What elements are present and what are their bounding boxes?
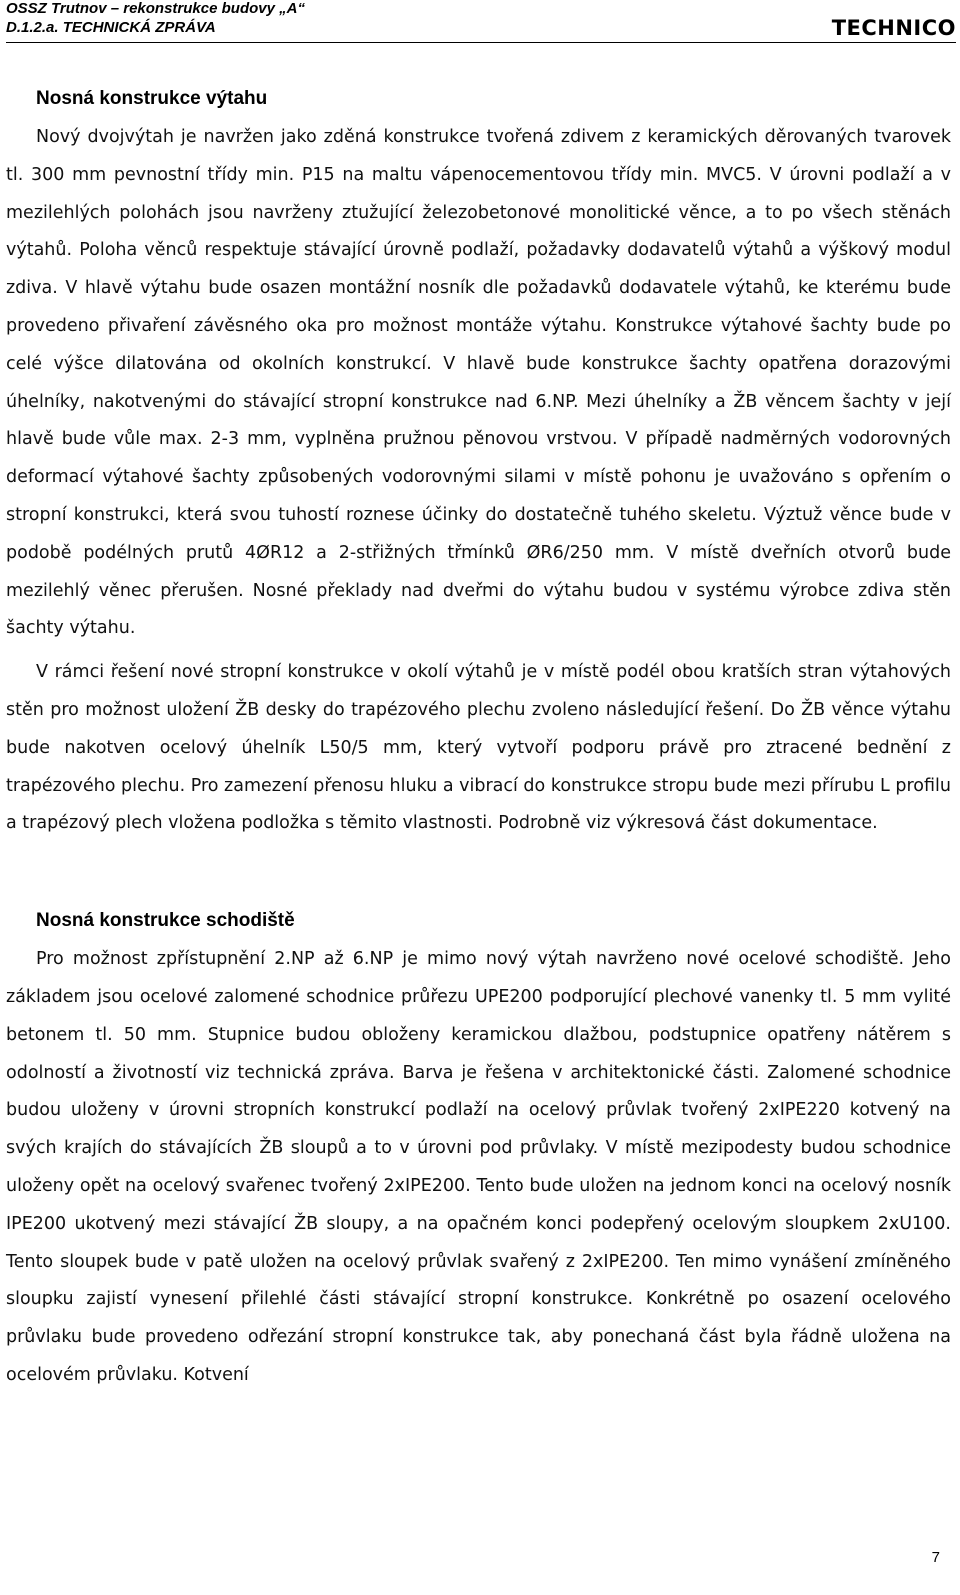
document-title: D.1.2.a. TECHNICKÁ ZPRÁVA — [6, 19, 216, 36]
project-title: OSSZ Trutnov – rekonstrukce budovy „A“ — [6, 0, 305, 17]
paragraph-elevator-structure: Nový dvojvýtah je navržen jako zděná konstrukce tvořená zdivem z keramických děrovaných tvarovek tl. 300 mm pevnostní třídy min. P15 na maltu vápenocementovou třídy min. MVC5. V úrovni podlaží a v mezilehlých polohách jsou navrženy ztužující železobetonové monolitické věnce, a to po všech stěnách výtahů. Poloha věnců respektuje stávající úrovně podlaží, požadavky dodavatelů výtahů a výškový modul zdiva. V hlavě výtahu bude osazen montážní nosník dle požadavků dodavatele výtahů, ke kterému bude provedeno přivaření závěsného oka pro možnost montáže výtahu. Konstrukce výtahové šachty bude po celé výšce dilatována od okolních konstrukcí. V hlavě bude konstrukce šachty opatřena dorazovými úhelníky, nakotvenými do stávající stropní konstrukce nad 6.NP. Mezi úhelníky a ŽB věncem šachty v její hlavě bude vůle max. 2-3 mm, vyplněna pružnou pěnovou vrstvou. V případě nadměrných vodorovných deformací výtahové šachty způsobených vodorovnými silami v místě pohonu je uvažováno s opřením o stropní konstrukci, která svou tuhostí roznese účinky do dostatečně tuhého skeletu. Výztuž věnce bude v podobě podélných prutů 4ØR12 a 2-střižných třmínků ØR6/250 mm. V místě dveřních otvorů bude mezilehlý věnec přerušen. Nosné překlady nad dveřmi do výtahu budou v systému výrobce zdiva stěn šachty výtahu. — [6, 127, 951, 639]
section-heading-staircase: Nosná konstrukce schodiště — [36, 910, 295, 932]
page-number: 7 — [931, 1549, 940, 1566]
section-heading-elevator: Nosná konstrukce výtahu — [36, 88, 268, 109]
paragraph-staircase-structure: Pro možnost zpřístupnění 2.NP až 6.NP je mimo nový výtah navrženo nové ocelové schodiště. Jeho základem jsou ocelové zalomené schodnice průřezu UPE200 podporující plechové vanenky tl. 5 mm vylité betonem tl. 50 mm. Stupnice budou obloženy keramickou dlažbou, podstupnice opatřeny nátěrem s odolností a životností viz technická zpráva. Barva je řešena v architektonické části. Zalomené schodnice budou uloženy v úrovni stropních konstrukcí podlaží na ocelový průvlak tvořený 2xIPE220 kotvený na svých krajích do stávajících ŽB sloupů a to v úrovni pod průvlaky. V místě mezipodesty budou schodnice uloženy opět na ocelový svařenec tvořený 2xIPE200. Tento bude uložen na jednom konci na ocelový nosník IPE200 ukotvený mezi stávající ŽB sloupy, a na opačném konci podepřený ocelovým sloupkem 2xU100. Tento sloupek bude v patě uložen na ocelový průvlak svařený z 2xIPE200. Ten mimo vynášení zmíněného sloupku zajistí vynesení přilehlé části stávající stropní konstrukce. Konkrétně po osazení ocelového průvlaku bude provedeno odřezání stropní konstrukce tak, aby ponechaná část byla řádně uložena na ocelovém průvlaku. Kotvení — [6, 949, 951, 1385]
document-body — [6, 81, 951, 1395]
paragraph-ceiling-solution: V rámci řešení nové stropní konstrukce v okolí výtahů je v místě podél obou kratších stran výtahových stěn pro možnost uložení ŽB desky do trapézového plechu zvoleno následující řešení. Do ŽB věnce výtahu bude nakotven ocelový úhelník L50/5 mm, který vytvoří podporu právě pro ztracené bednění z trapézového plechu. Pro zamezení přenosu hluku a vibrací do konstrukce stropu bude mezi přírubu L profilu a trapézový plech vložena podložka s těmito vlastnosti. Podrobně viz výkresová část dokumentace. — [6, 662, 951, 834]
page-header — [6, 0, 956, 43]
company-logo: TECHNICO — [831, 16, 956, 40]
